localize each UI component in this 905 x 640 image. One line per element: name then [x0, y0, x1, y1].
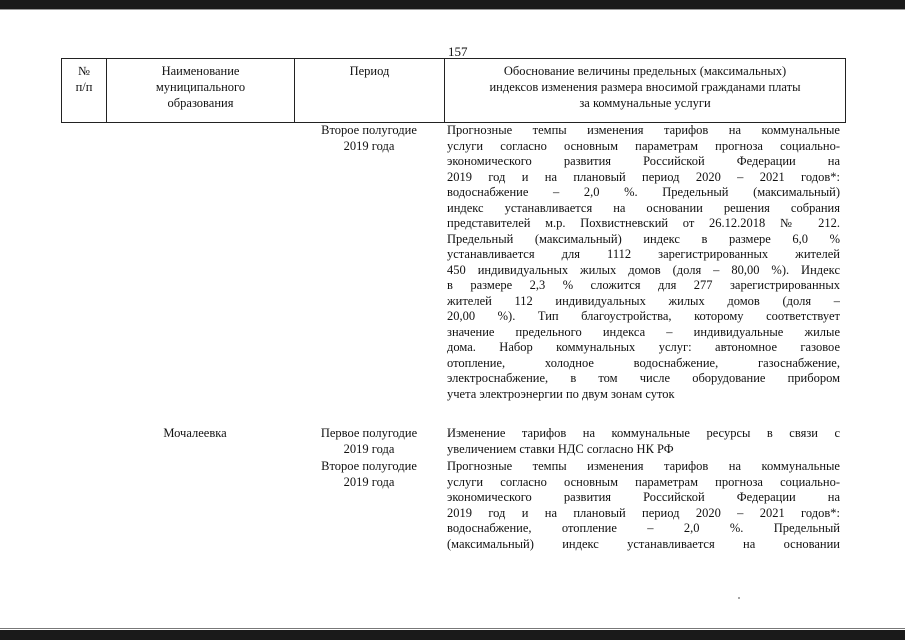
text-line: представителей м.р. Похвистневский от 26.12.2018 № 212.	[447, 216, 840, 230]
header-number: № п/п	[75, 64, 93, 94]
text-line: электроснабжение, в том числе оборудование прибором	[447, 371, 840, 385]
text-line: услуги согласно основным параметрам прогноза социально-	[447, 138, 840, 153]
text-line: (максимальный) индекс устанавливается на основании	[447, 536, 840, 551]
scan-speck	[738, 597, 740, 599]
text-line: значение предельного индекса – индивидуальные жилые	[447, 324, 840, 339]
text-line: 2019 год и на плановый период 2020 – 2021 годов*:	[447, 169, 840, 184]
text-line: жителей 112 индивидуальных жилых домов (доля –	[447, 293, 840, 308]
text-line: в размере 2,3 % сложится для 277 зарегистрированных	[447, 278, 840, 292]
text-line: 2019 год и на плановый период 2020 – 2021 годов*:	[447, 505, 840, 520]
text-line: Прогнозные темпы изменения тарифов на коммунальные	[447, 459, 840, 473]
text-line: Прогнозные темпы изменения тарифов на коммунальные	[447, 123, 840, 137]
row-3-period: Второе полугодие 2019 года	[321, 459, 417, 489]
row-2-justification	[447, 426, 840, 457]
text-line: водоснабжение – 2,0 %. Предельный (максимальный)	[447, 185, 840, 199]
table-header	[61, 58, 846, 123]
header-period: Период	[349, 64, 390, 78]
text-line: экономического развития Российской Федерации на	[447, 154, 840, 168]
header-justification: Обоснование величины предельных (максимальных) индексов изменения размера вносимой гражданами платы за коммунальные услуги	[489, 64, 801, 110]
text-line: увеличением ставки НДС согласно НК РФ	[447, 441, 674, 456]
text-line: услуги согласно основным параметрам прогноза социально-	[447, 474, 840, 489]
text-line: водоснабжение, отопление – 2,0 %. Предельный	[447, 521, 840, 535]
scan-top-border	[0, 0, 905, 9]
text-line: индекс устанавливается на основании решения собрания	[447, 200, 840, 215]
text-line: отопление, холодное водоснабжение, газоснабжение,	[447, 355, 840, 370]
text-line: дома. Набор коммунальных услуг: автономное газовое	[447, 340, 840, 354]
text-line: 20,00 %). Тип благоустройства, которому соответствует	[447, 309, 840, 323]
header-municipality: Наименование муниципального образования	[155, 64, 246, 110]
page-number: 157	[448, 44, 468, 59]
text-line: устанавливается для 1112 зарегистрированных жителей	[447, 247, 840, 261]
row-2-period: Первое полугодие 2019 года	[320, 426, 418, 456]
scan-bottom-border	[0, 630, 905, 640]
row-2-municipality: Мочалеевка	[163, 426, 227, 440]
text-line: экономического развития Российской Федерации на	[447, 490, 840, 504]
row-1-justification	[447, 123, 840, 402]
text-line: Предельный (максимальный) индекс в размере 6,0 %	[447, 231, 840, 246]
row-1-period: Второе полугодие 2019 года	[321, 123, 417, 153]
text-line: Изменение тарифов на коммунальные ресурсы в связи с	[447, 426, 840, 440]
text-line: 450 индивидуальных жилых домов (доля – 80,00 %). Индекс	[447, 262, 840, 277]
text-line: учета электроэнергии по двум зонам суток	[447, 386, 675, 401]
row-3-justification	[447, 459, 840, 552]
